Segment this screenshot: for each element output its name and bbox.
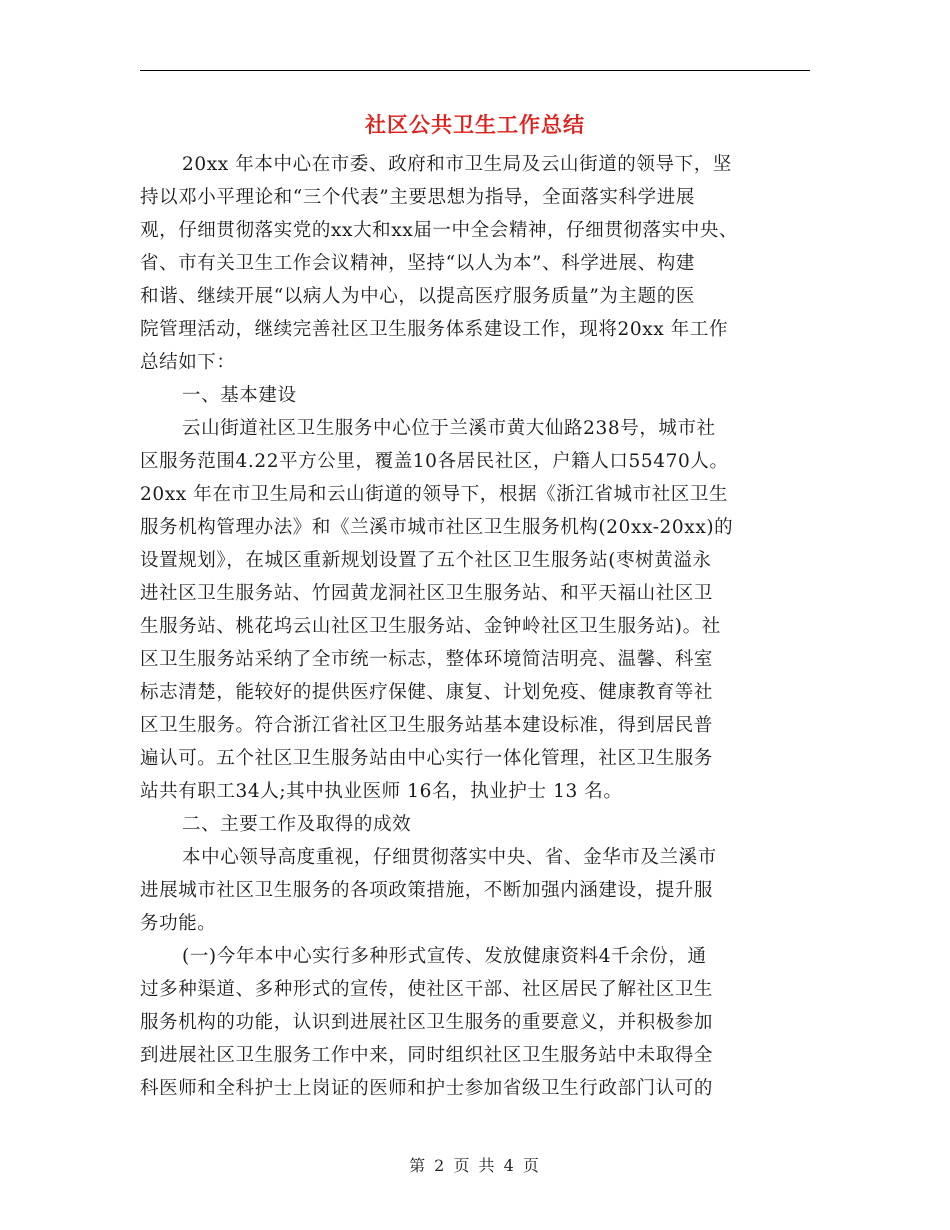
paragraph-line: 本中心领导高度重视，仔细贯彻落实中央、省、金华市及兰溪市 — [182, 847, 717, 868]
paragraph-line: 云山街道社区卫生服务中心位于兰溪市黄大仙路238号，城市社 — [182, 418, 716, 439]
document-title: 社区公共卫生工作总结 — [365, 112, 585, 137]
paragraph-line: 总结如下： — [140, 352, 236, 373]
paragraph-line: 进社区卫生服务站、竹园黄龙洞社区卫生服务站、和平天福山社区卫 — [140, 583, 714, 604]
paragraph-line: 务功能。 — [140, 913, 217, 934]
paragraph-line: 遍认可。五个社区卫生服务站由中心实行一体化管理，社区卫生服务 — [140, 748, 714, 769]
document-body — [140, 148, 820, 1105]
paragraph-line: (一)今年本中心实行多种形式宣传、发放健康资料4千余份，通 — [182, 946, 707, 967]
paragraph-line: 标志清楚，能较好的提供医疗保健、康复、计划免疫、健康教育等社 — [140, 682, 714, 703]
paragraph-line: 进展城市社区卫生服务的各项政策措施，不断加强内涵建设，提升服 — [140, 880, 714, 901]
paragraph-line: 服务机构的功能，认识到进展社区卫生服务的重要意义，并积极参加 — [140, 1012, 714, 1033]
paragraph-line: 区卫生服务。符合浙江省社区卫生服务站基本建设标准，得到居民普 — [140, 715, 714, 736]
section-heading: 二、主要工作及取得的成效 — [182, 814, 412, 835]
paragraph-line: 20xx 年本中心在市委、政府和市卫生局及云山街道的领导下，坚 — [182, 154, 732, 175]
paragraph-line: 省、市有关卫生工作会议精神，坚持“以人为本”、科学进展、构建 — [140, 253, 695, 274]
paragraph-line: 到进展社区卫生服务工作中来，同时组织社区卫生服务站中未取得全 — [140, 1045, 714, 1066]
paragraph-line: 生服务站、桃花坞云山社区卫生服务站、金钟岭社区卫生服务站)。社 — [140, 616, 721, 637]
paragraph-line: 和谐、继续开展“以病人为中心，以提高医疗服务质量”为主题的医 — [140, 286, 695, 307]
paragraph-line: 院管理活动，继续完善社区卫生服务体系建设工作，现将20xx 年工作 — [140, 319, 729, 340]
paragraph-line: 科医师和全科护士上岗证的医师和护士参加省级卫生行政部门认可的 — [140, 1078, 714, 1099]
page-number-footer: 第 2 页 共 4 页 — [409, 1156, 541, 1175]
paragraph-line: 站共有职工34人;其中执业医师 16名，执业护士 13 名。 — [140, 781, 623, 802]
paragraph-line: 观，仔细贯彻落实党的xx大和xx届一中全会精神，仔细贯彻落实中央、 — [140, 220, 739, 241]
paragraph-line: 服务机构管理办法》和《兰溪市城市社区卫生服务机构(20xx-20xx)的 — [140, 517, 734, 538]
paragraph-line: 区服务范围4.22平方公里，覆盖10各居民社区，户籍人口55470人。 — [140, 451, 729, 472]
header-rule — [140, 70, 810, 71]
paragraph-line: 过多种渠道、多种形式的宣传，使社区干部、社区居民了解社区卫生 — [140, 979, 714, 1000]
section-heading: 一、基本建设 — [182, 385, 297, 406]
paragraph-line: 设置规划》，在城区重新规划设置了五个社区卫生服务站(枣树黄溢永 — [140, 550, 712, 571]
paragraph-line: 20xx 年在市卫生局和云山街道的领导下，根据《浙江省城市社区卫生 — [140, 484, 729, 505]
paragraph-line: 持以邓小平理论和“三个代表”主要思想为指导，全面落实科学进展 — [140, 187, 695, 208]
paragraph-line: 区卫生服务站采纳了全市统一标志，整体环境简洁明亮、温馨、科室 — [140, 649, 714, 670]
